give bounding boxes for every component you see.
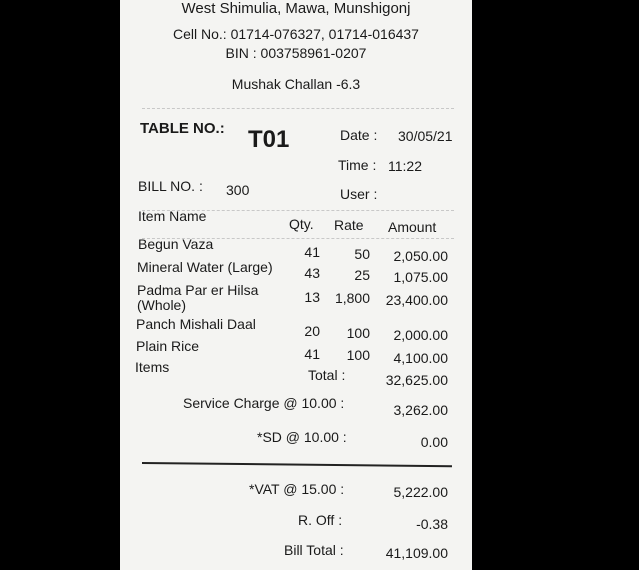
- item-amount: 1,075.00: [393, 269, 448, 285]
- bin-number: BIN : 003758961-0207: [225, 45, 367, 61]
- col-item-name: Item Name: [138, 208, 207, 224]
- mushak-challan: Mushak Challan -6.3: [231, 76, 361, 92]
- receipt: [120, 0, 472, 570]
- item-name: Panch Mishali Daal: [136, 316, 256, 332]
- item-name: Padma Par er Hilsa: [137, 282, 259, 298]
- col-amount: Amount: [388, 219, 437, 235]
- table-label: TABLE NO.:: [140, 120, 225, 137]
- sd-label: *SD @ 10.00 :: [257, 429, 347, 445]
- total-value: 32,625.00: [385, 372, 448, 388]
- bill-total-value: 41,109.00: [385, 545, 448, 561]
- item-qty: 41: [304, 244, 320, 260]
- item-name-cont: (Whole): [137, 297, 187, 313]
- item-name: Plain Rice: [136, 338, 200, 354]
- time-value: 11:22: [388, 158, 422, 174]
- items-label: Items: [135, 359, 170, 375]
- item-name: Mineral Water (Large): [137, 259, 273, 275]
- separator: [142, 108, 454, 109]
- user-label: User :: [340, 186, 378, 202]
- total-rule: [142, 462, 452, 467]
- date-value: 30/05/21: [398, 128, 453, 144]
- item-rate: 100: [346, 325, 370, 341]
- cell-numbers: Cell No.: 01714-076327, 01714-016437: [173, 26, 419, 42]
- round-off-label: R. Off :: [298, 512, 343, 528]
- table-number: T01: [248, 126, 290, 153]
- vat-value: 5,222.00: [393, 484, 448, 500]
- date-label: Date :: [340, 127, 378, 143]
- item-qty: 41: [304, 346, 320, 362]
- sd-value: 0.00: [420, 434, 448, 450]
- item-amount: 2,000.00: [393, 327, 448, 343]
- bill-number: 300: [226, 182, 250, 198]
- bill-total-label: Bill Total :: [284, 542, 344, 558]
- item-amount: 23,400.00: [385, 292, 448, 308]
- shop-address: West Shimulia, Mawa, Munshigonj: [181, 0, 411, 17]
- item-qty: 43: [304, 265, 320, 281]
- bill-label: BILL NO. :: [138, 178, 203, 194]
- item-qty: 13: [304, 289, 320, 305]
- item-rate: 1,800: [334, 290, 370, 306]
- item-amount: 4,100.00: [393, 350, 448, 366]
- total-label: Total :: [308, 367, 346, 383]
- round-off-value: -0.38: [416, 516, 448, 532]
- service-charge-value: 3,262.00: [393, 402, 448, 418]
- col-rate: Rate: [334, 217, 364, 233]
- item-qty: 20: [304, 323, 320, 339]
- service-charge-label: Service Charge @ 10.00 :: [183, 395, 345, 411]
- item-amount: 2,050.00: [393, 248, 448, 264]
- item-name: Begun Vaza: [138, 236, 214, 252]
- item-rate: 100: [346, 347, 370, 363]
- col-qty: Qty.: [289, 216, 314, 232]
- time-label: Time :: [338, 157, 377, 173]
- item-rate: 50: [354, 246, 370, 262]
- item-rate: 25: [354, 267, 370, 283]
- vat-label: *VAT @ 15.00 :: [249, 481, 345, 497]
